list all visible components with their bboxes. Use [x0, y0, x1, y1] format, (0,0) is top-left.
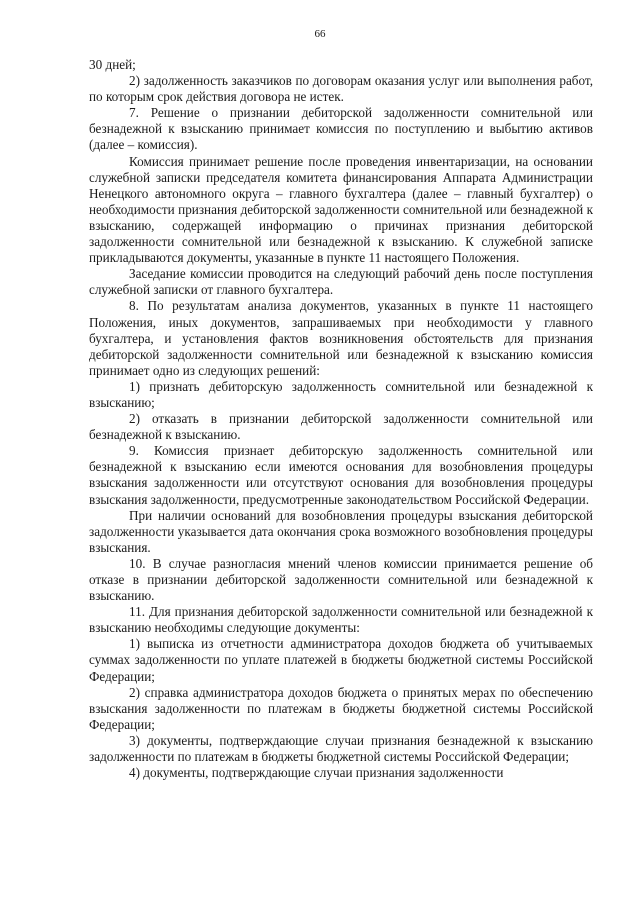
page-number: 66	[314, 28, 326, 40]
paragraph: 1) признать дебиторскую задолженность сомнительной или безнадежной к взысканию;	[89, 378, 593, 410]
paragraph: 8. По результатам анализа документов, указанных в пункте 11 настоящего Положения, иных документов, запрашиваемых при необходимости у главного бухгалтера, и установления фактов возникновения обстоятельств для признания дебиторской задолженности сомнительной или безнадежной к взысканию комиссия принимает одно из следующих решений:	[89, 298, 593, 378]
paragraph: 1) выписка из отчетности администратора доходов бюджета об учитываемых суммах задолженности по уплате платежей в бюджеты бюджетной системы Российской Федерации;	[89, 636, 593, 684]
paragraph: При наличии оснований для возобновления процедуры взыскания дебиторской задолженности указывается дата окончания срока возможного возобновления процедуры взыскания.	[89, 507, 593, 555]
paragraph: 9. Комиссия признает дебиторскую задолженность сомнительной или безнадежной к взысканию если имеются основания для возобновления процедуры взыскания задолженности или отсутствуют основания для возобновления процедуры взыскания задолженности, предусмотренные законодательством Российской Федерации.	[89, 443, 593, 507]
paragraph: 2) задолженность заказчиков по договорам оказания услуг или выполнения работ, по которым срок действия договора не истек.	[89, 73, 593, 105]
paragraph: Комиссия принимает решение после проведения инвентаризации, на основании служебной записки председателя комитета финансирования Аппарата Администрации Ненецкого автономного округа – главного бухгалтера (далее – главный бухгалтер) о необходимости признания дебиторской задолженности сомнительной или безнадежной к взысканию, содержащей информацию о причинах признания дебиторской задолженности сомнительной или безнадежной к взысканию. К служебной записке прикладываются документы, указанные в пункте 11 настоящего Положения.	[89, 153, 593, 266]
paragraph: 3) документы, подтверждающие случаи признания безнадежной к взысканию задолженности по платежам в бюджеты бюджетной системы Российской Федерации;	[89, 732, 593, 765]
paragraph: 7. Решение о признании дебиторской задолженности сомнительной или безнадежной к взысканию принимает комиссия по поступлению и выбытию активов (далее – комиссия).	[89, 105, 593, 153]
paragraph: Заседание комиссии проводится на следующий рабочий день после поступления служебной записки от главного бухгалтера.	[89, 266, 593, 298]
paragraph: 4) документы, подтверждающие случаи признания задолженности	[129, 765, 504, 781]
paragraph: 30 дней;	[89, 57, 136, 72]
document-body	[89, 57, 593, 781]
paragraph: 11. Для признания дебиторской задолженности сомнительной или безнадежной к взысканию необходимы следующие документы:	[89, 604, 593, 636]
paragraph: 10. В случае разногласия мнений членов комиссии принимается решение об отказе в признании дебиторской задолженности сомнительной или безнадежной к взысканию.	[89, 555, 593, 604]
paragraph: 2) отказать в признании дебиторской задолженности сомнительной или безнадежной к взысканию.	[89, 411, 593, 443]
paragraph: 2) справка администратора доходов бюджета о принятых мерах по обеспечению взыскания задолженности по платежам в бюджеты бюджетной системы Российской Федерации;	[89, 684, 593, 732]
